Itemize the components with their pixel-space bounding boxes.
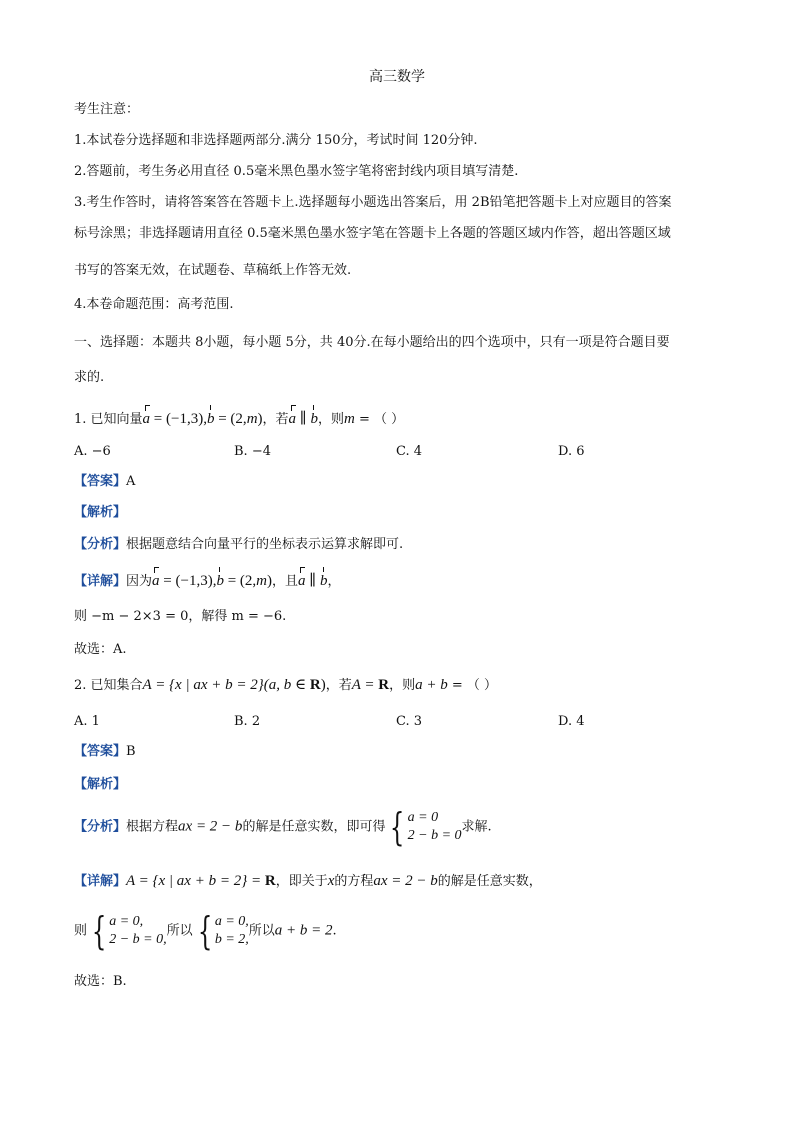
q1-answer — [74, 473, 135, 491]
system-row: 2 − b = 0 — [407, 828, 462, 843]
q2-prefix: 2. 已知集合 — [74, 678, 143, 693]
paren-close: ) — [257, 411, 263, 427]
equation-system-3 — [193, 909, 249, 953]
q1-analysis — [74, 504, 126, 522]
q2-option-a: A. 1 — [74, 714, 100, 729]
vector-a-detail: a — [152, 573, 160, 589]
system-row: b = 2, — [214, 932, 249, 947]
q2-choose: 故选：B. — [74, 974, 127, 989]
vector-b-detail-value: = (2, — [223, 573, 257, 589]
section-heading-b: 求的. — [74, 370, 105, 385]
vector-a-ref: a — [288, 411, 297, 427]
vector-b-detail-ref: b — [319, 573, 328, 589]
system-row: a = 0, — [109, 914, 144, 929]
answer-value: A — [126, 474, 136, 489]
q1-choose: 故选：A. — [74, 642, 127, 657]
vector-a-value: = (−1,3), — [150, 411, 207, 427]
answer-tag-2: 【答案】 — [74, 744, 127, 759]
answer-value-2: B — [126, 744, 136, 759]
var-x: x — [327, 873, 335, 889]
equation-system-2 — [87, 909, 167, 953]
detail-and: ，且 — [272, 574, 299, 589]
system-row: 2 − b = 0, — [109, 932, 167, 947]
detail-text-c: 的解是任意实数， — [437, 874, 542, 889]
q1-prefix: 1. 已知向量 — [74, 412, 143, 427]
brace-icon: { — [91, 909, 107, 953]
real-set-symbol-detail: R — [264, 873, 276, 889]
vector-b: b — [206, 411, 215, 427]
q2-derivation — [74, 909, 337, 953]
q1-step: 则 −m − 2×3 = 0，解得 m = −6. — [74, 609, 287, 624]
derivation-so-2: 所以 — [248, 923, 275, 939]
q2-analysis — [74, 776, 126, 794]
real-set-symbol-cond: R — [378, 677, 390, 693]
fenxi-tag-2: 【分析】 — [74, 819, 127, 835]
answer-tag: 【答案】 — [74, 474, 127, 489]
fenxi-text: 根据题意结合向量平行的坐标表示运算求解即可. — [126, 537, 404, 552]
detail-tag: 【详解】 — [74, 574, 127, 589]
vector-b-ref: b — [310, 411, 318, 427]
var-m: m — [246, 411, 258, 427]
q2-then: ，则 — [389, 678, 416, 693]
vector-a: a — [142, 411, 151, 427]
system-row: a = 0, — [214, 914, 249, 929]
section-heading-a: 一、选择题：本题共 8小题，每小题 5分，共 40分.在每小题给出的四个选项中，只有一项是符合题目要 — [74, 335, 670, 350]
detail-comma: ， — [327, 574, 341, 589]
set-condition: A = — [351, 677, 379, 693]
q1-fenxi — [74, 536, 403, 554]
q2-option-c: C. 3 — [396, 714, 423, 729]
q2-detail — [74, 872, 542, 891]
real-set-symbol: R — [309, 677, 321, 693]
derivation-so-1: 所以 — [166, 923, 193, 939]
notice-4: 4.本卷命题范围：高考范围. — [74, 297, 234, 312]
var-m-ask: m — [344, 411, 355, 427]
equation-detail: ax = 2 − b — [373, 873, 438, 889]
derivation-then: 则 — [74, 923, 88, 939]
fenxi-text-c: 求解. — [461, 819, 492, 835]
parallel-symbol: ∥ — [296, 411, 311, 427]
brace-icon: { — [197, 909, 212, 953]
q1-if: ，若 — [262, 412, 289, 427]
q2-option-b: B. 2 — [234, 714, 261, 729]
q1-option-d: D. 6 — [558, 444, 585, 459]
q1-then: ，则 — [317, 412, 344, 427]
q1-option-c: C. 4 — [396, 444, 423, 459]
q2-option-d: D. 4 — [558, 714, 585, 729]
q1-detail — [74, 572, 340, 591]
detail-text-a: ，即关于 — [275, 874, 328, 889]
paren-close-detail: ) — [267, 573, 273, 589]
notice-2: 2.答题前，考生务必用直径 0.5毫米黑色墨水签字笔将密封线内项目填写清楚. — [74, 164, 519, 179]
vector-a-detail-ref: a — [298, 573, 306, 589]
equation-system-1 — [385, 805, 462, 849]
q1-ask: = （ ） — [354, 412, 405, 427]
equation: ax = 2 − b — [178, 818, 243, 835]
q1-stem — [74, 410, 404, 429]
analysis-tag: 【解析】 — [74, 505, 127, 520]
q2-answer — [74, 743, 136, 761]
brace-icon: { — [390, 805, 405, 849]
q2-if: ，若 — [325, 678, 352, 693]
notice-3a: 3.考生作答时，请将答案答在答题卡上.选择题每小题选出答案后，用 2B铅笔把答题卡上对应题目的答案 — [74, 195, 672, 210]
detail-tag-2: 【详解】 — [74, 874, 127, 889]
page-title: 高三数学 — [369, 69, 425, 85]
system-row: a = 0 — [407, 810, 439, 825]
analysis-tag-2: 【解析】 — [74, 777, 127, 792]
parallel-symbol-detail: ∥ — [305, 573, 320, 589]
q1-option-b: B. −4 — [234, 444, 271, 459]
notice-3c: 书写的答案无效，在试题卷、草稿纸上作答无效. — [74, 263, 352, 278]
fenxi-text-b: 的解是任意实数，即可得 — [242, 819, 386, 835]
vector-b-detail: b — [216, 573, 224, 589]
notice-1: 1.本试卷分选择题和非选择题两部分.满分 150分，考试时间 120分钟. — [74, 133, 478, 148]
derivation-end: . — [332, 923, 337, 939]
q2-stem — [74, 676, 497, 695]
q2-ask: = （ ） — [447, 678, 497, 693]
sum-expression: a + b — [415, 677, 448, 693]
vector-a-detail-value: = (−1,3), — [159, 573, 217, 589]
set-definition: A = {x | ax + b = 2}(a, b ∈ — [142, 677, 310, 693]
q1-option-a: A. −6 — [74, 444, 111, 459]
var-m-detail: m — [256, 573, 268, 589]
detail-because: 因为 — [126, 574, 153, 589]
detail-text-b: 的方程 — [334, 874, 374, 889]
set-end: ) — [320, 677, 326, 693]
fenxi-text-a: 根据方程 — [126, 819, 179, 835]
notice-heading: 考生注意： — [74, 102, 140, 117]
set-equation: A = {x | ax + b = 2} = — [126, 873, 265, 889]
result-expression: a + b = 2 — [274, 922, 333, 939]
fenxi-tag: 【分析】 — [74, 537, 127, 552]
vector-b-value: = (2, — [214, 411, 247, 427]
notice-3b: 标号涂黑；非选择题请用直径 0.5毫米黑色墨水签字笔在答题卡上各题的答题区域内作答，超出答题区域 — [74, 226, 671, 241]
q2-fenxi — [74, 805, 492, 849]
